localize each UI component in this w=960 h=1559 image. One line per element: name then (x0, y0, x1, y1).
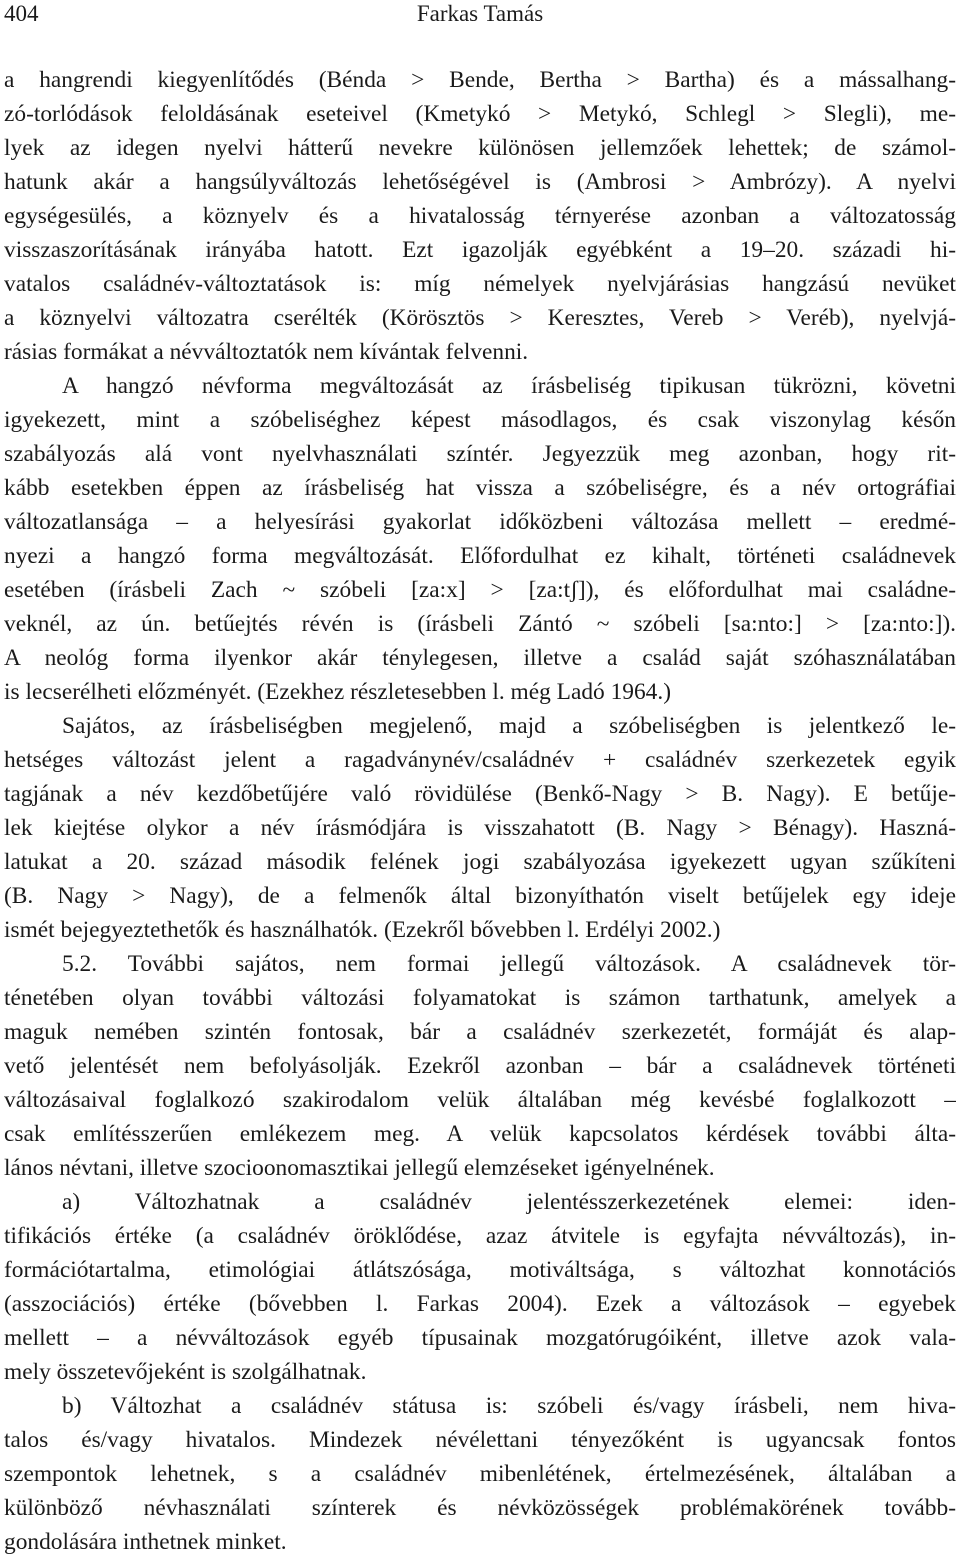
text-line: csak említésszerűen emlékezem meg. A velük kapcsolatos kérdések további álta- (4, 1121, 956, 1147)
text-line: egységesülés, a köznyelv és a hivatalosság térnyerése azonban a változatosság (4, 203, 956, 229)
text-line: A hangzó névforma megváltozását az írásbeliség tipikusan tükrözni, követni (62, 373, 956, 399)
body-text (4, 63, 956, 1559)
text-line: latukat a 20. század második felének jogi szabályozása igyekezett ugyan szűkíteni (4, 849, 956, 875)
text-line: változásaival foglalkozó szakirodalom velük általában még kevésbé foglalkozott – (4, 1087, 956, 1113)
text-line: ismét bejegyeztethetők és használhatók. (Ezekről bővebben l. Erdélyi 2002.) (4, 917, 721, 943)
text-line: a köznyelvi változatra cserélték (Körösztös > Keresztes, Vereb > Veréb), nyelvjá- (4, 305, 956, 331)
text-line: szempontok lehetnek, s a családnév mibenlétének, értelmezésének, általában a (4, 1461, 956, 1487)
text-line: lános névtani, illetve szocioonomasztikai jellegű elemzéseket igényelnének. (4, 1155, 715, 1181)
text-line: (asszociációs) értéke (bővebben l. Farkas 2004). Ezek a változások – egyebek (4, 1291, 956, 1317)
page-number: 404 (4, 1, 39, 26)
text-line: nyezi a hangzó forma megváltozását. Előfordulhat ez kihalt, történeti családnevek (4, 543, 956, 569)
text-line: ténetében olyan további változási folyamatokat is számon tarthatunk, amelyek a (4, 985, 956, 1011)
text-line: hatunk akár a hangsúlyváltozás lehetőségével is (Ambrosi > Ambrózy). A nyelvi (4, 169, 956, 195)
text-line: maguk nemében szintén fontosak, bár a családnév szerkezetét, formáját és alap- (4, 1019, 956, 1045)
text-line: tagjának a név kezdőbetűjére való rövidülése (Benkő-Nagy > B. Nagy). E betűje- (4, 781, 956, 807)
text-line: hetséges változást jelent a ragadványnév/családnév + családnév szerkezetek egyik (4, 747, 956, 773)
text-line: lek kiejtése olykor a név írásmódjára is visszahatott (B. Nagy > Bénagy). Haszná- (4, 815, 956, 841)
text-line: Sajátos, az írásbeliségben megjelenő, majd a szóbeliségben is jelentkező le- (62, 713, 956, 739)
text-line: mely összetevőjeként is szolgálhatnak. (4, 1359, 367, 1385)
text-line: talos és/vagy hivatalos. Mindezek névélettani tényezőként is ugyancsak fontos (4, 1427, 956, 1453)
text-line: kább esetekben éppen az írásbeliség hat vissza a szóbeliségre, és a név ortográfiai (4, 475, 956, 501)
text-line: is lecserélheti előzményét. (Ezekhez részletesebben l. még Ladó 1964.) (4, 679, 671, 705)
text-line: b) Változhat a családnév státusa is: szóbeli és/vagy írásbeli, nem hiva- (62, 1393, 956, 1419)
text-line: lyek az idegen nyelvi hátterű nevekre különösen jellemzőek lehettek; de számol- (4, 135, 956, 161)
text-line: formációtartalma, etimológiai átlátszósága, motiváltsága, s változhat konnotációs (4, 1257, 956, 1283)
text-line: rásias formákat a névváltoztatók nem kívántak felvenni. (4, 339, 529, 365)
text-line: különböző névhasználati színterek és névközösségek problémakörének tovább- (4, 1495, 956, 1521)
text-line: (B. Nagy > Nagy), de a felmenők által bizonyíthatón viselt betűjelek egy ideje (4, 883, 956, 909)
text-line: szabályozás alá vont nyelvhasználati színtér. Jegyezzük meg azonban, hogy rit- (4, 441, 956, 467)
text-line: veknél, az ún. betűejtés révén is (írásbeli Zántó ~ szóbeli [sa:nto:] > [za:nto:]). (4, 611, 956, 637)
text-line: vető jelentését nem befolyásolják. Ezekről azonban – bár a családnevek történeti (4, 1053, 956, 1079)
text-line: változatlansága – a helyesírási gyakorlat időközbeni változása mellett – eredmé- (4, 509, 956, 535)
text-line: visszaszorításának irányába hatott. Ezt igazolják egyébként a 19–20. századi hi- (4, 237, 956, 263)
text-line: igyekezett, mint a szóbeliséghez képest másodlagos, és csak viszonylag későn (4, 407, 956, 433)
section-heading-line: 5.2. További sajátos, nem formai jellegű változások. A családnevek tör- (62, 951, 956, 977)
text-line: zó-torlódások feloldásának eseteivel (Kmetykó > Metykó, Schlegl > Slegli), me- (4, 101, 956, 127)
text-line: gondolására inthetnek minket. (4, 1529, 287, 1555)
text-line: a hangrendi kiegyenlítődés (Bénda > Bende, Bertha > Bartha) és a mássalhang- (4, 67, 956, 93)
running-head: Farkas Tamás (416, 1, 544, 26)
text-line: vatalos családnév-változtatások is: míg némelyek nyelvjárásias hangzású nevüket (4, 271, 956, 297)
text-line: esetében (írásbeli Zach ~ szóbeli [za:x] > [za:tʃ]), és előfordulhat mai családne- (4, 577, 956, 603)
text-line: tifikációs értéke (a családnév öröklődése, azaz átvitele is egyfajta névváltozás), in- (4, 1223, 956, 1249)
text-line: mellett – a névváltozások egyéb típusainak mozgatórugóiként, illetve azok vala- (4, 1325, 956, 1351)
page-header (0, 0, 960, 30)
text-line: A neológ forma ilyenkor akár ténylegesen, illetve a család saját szóhasználatában (4, 645, 956, 671)
text-line: a) Változhatnak a családnév jelentésszerkezetének elemei: iden- (62, 1189, 956, 1215)
